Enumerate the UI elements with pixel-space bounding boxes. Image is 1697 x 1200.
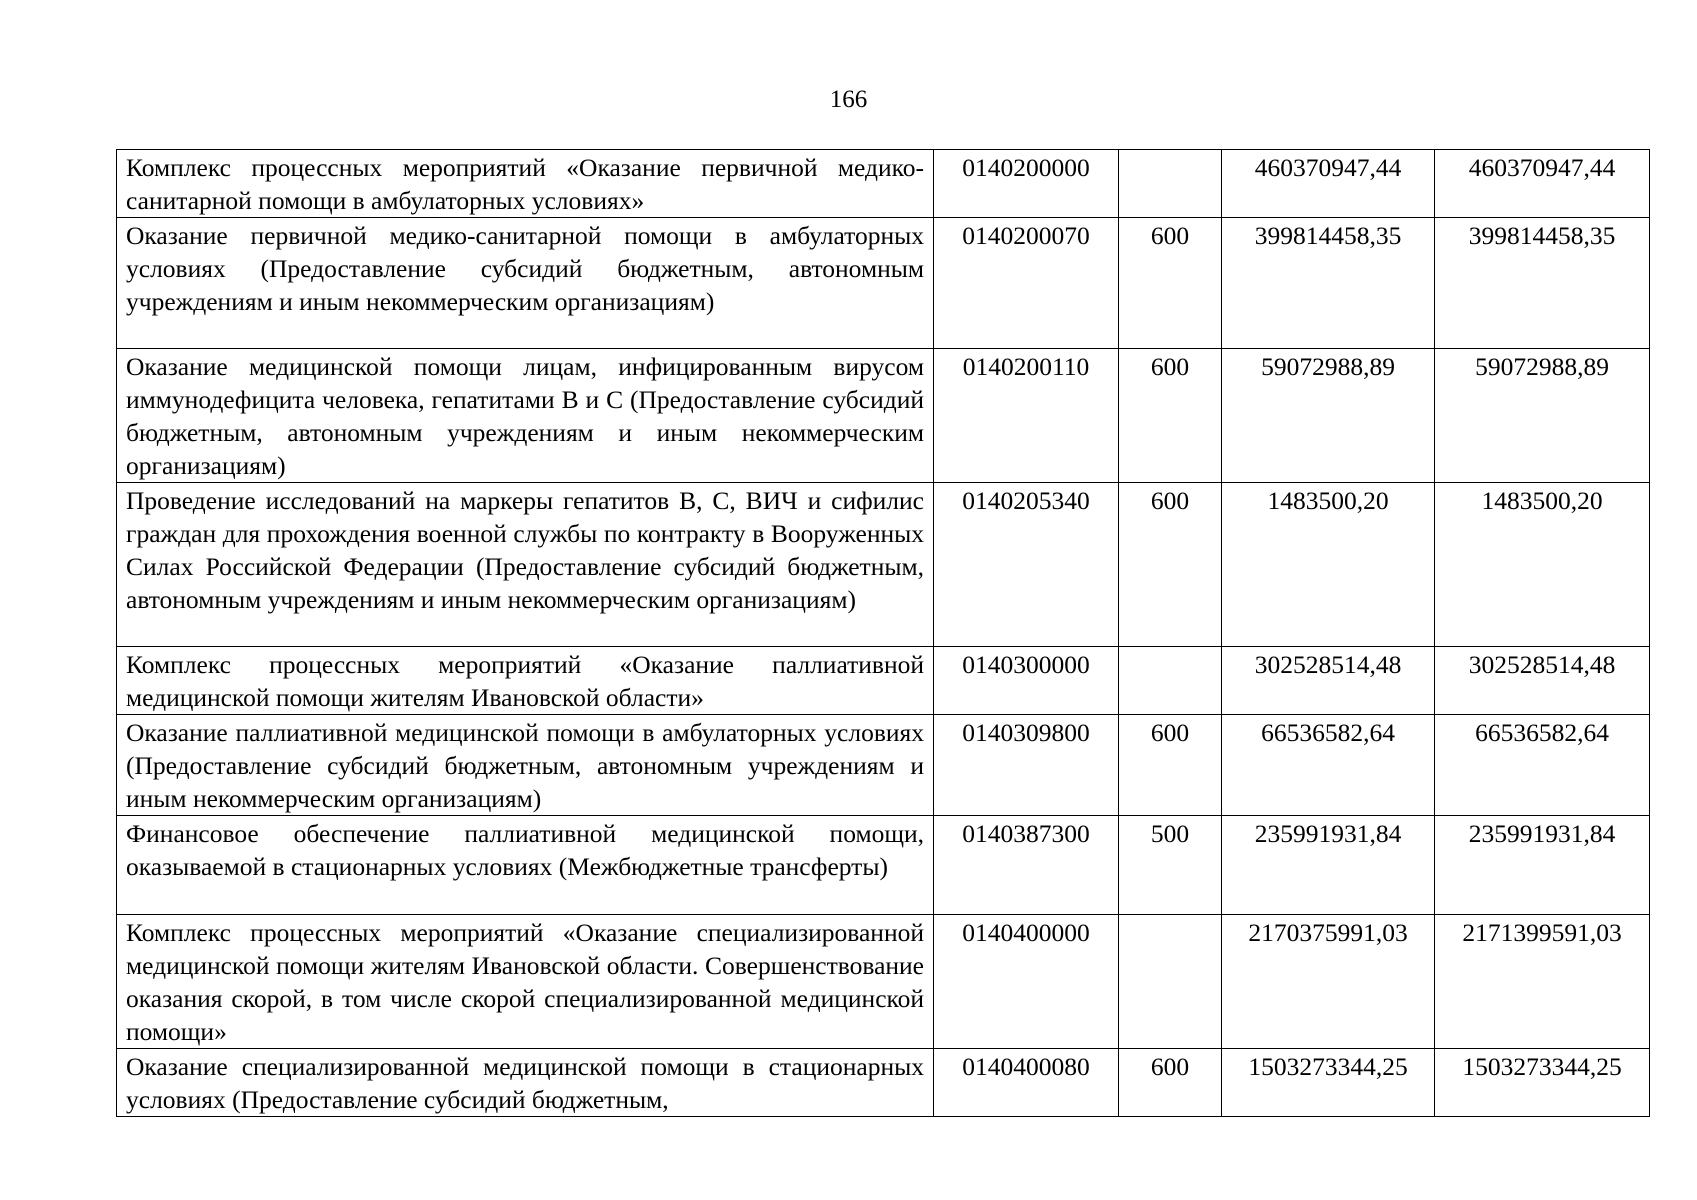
row-name: Комплекс процессных мероприятий «Оказание специализированной медицинской помощи жителям Ивановской области. Совершенствование оказания скорой, в том числе скорой специализированной медицинской помощи» (117, 915, 934, 1049)
row-expense-type (1119, 915, 1222, 1049)
row-code: 0140300000 (934, 647, 1119, 715)
row-sum-2: 2171399591,03 (1435, 915, 1650, 1049)
row-sum-1: 235991931,84 (1222, 816, 1435, 915)
row-name: Финансовое обеспечение паллиативной медицинской помощи, оказываемой в стационарных условиях (Межбюджетные трансферты) (117, 816, 934, 915)
row-sum-1: 460370947,44 (1222, 150, 1435, 218)
row-code: 0140200000 (934, 150, 1119, 218)
row-code: 0140400080 (934, 1049, 1119, 1117)
table-row (117, 915, 1650, 1049)
row-name: Оказание первичной медико-санитарной помощи в амбулаторных условиях (Предоставление субсидий бюджетным, автономным учреждениям и иным некоммерческим организациям) (117, 218, 934, 349)
row-sum-2: 399814458,35 (1435, 218, 1650, 349)
row-name: Комплекс процессных мероприятий «Оказание паллиативной медицинской помощи жителям Ивановской области» (117, 647, 934, 715)
table-row (117, 816, 1650, 915)
row-sum-1: 399814458,35 (1222, 218, 1435, 349)
row-sum-2: 235991931,84 (1435, 816, 1650, 915)
row-sum-2: 59072988,89 (1435, 349, 1650, 483)
row-code: 0140400000 (934, 915, 1119, 1049)
row-name: Оказание специализированной медицинской помощи в стационарных условиях (Предоставление субсидий бюджетным, (117, 1049, 934, 1117)
row-expense-type: 600 (1119, 218, 1222, 349)
table-row (117, 349, 1650, 483)
row-code: 0140309800 (934, 715, 1119, 816)
row-code: 0140200110 (934, 349, 1119, 483)
row-sum-2: 302528514,48 (1435, 647, 1650, 715)
page-number: 166 (829, 86, 868, 113)
table-row (117, 647, 1650, 715)
row-sum-1: 59072988,89 (1222, 349, 1435, 483)
row-expense-type (1119, 150, 1222, 218)
row-code: 0140200070 (934, 218, 1119, 349)
row-sum-1: 2170375991,03 (1222, 915, 1435, 1049)
table-row (117, 1049, 1650, 1117)
table-row (117, 218, 1650, 349)
row-sum-1: 66536582,64 (1222, 715, 1435, 816)
row-name: Оказание паллиативной медицинской помощи в амбулаторных условиях (Предоставление субсидий бюджетным, автономным учреждениям и иным некоммерческим организациям) (117, 715, 934, 816)
row-name: Комплекс процессных мероприятий «Оказание первичной медико-санитарной помощи в амбулаторных условиях» (117, 150, 934, 218)
row-code: 0140205340 (934, 483, 1119, 647)
row-name: Оказание медицинской помощи лицам, инфицированным вирусом иммунодефицита человека, гепатитами В и С (Предоставление субсидий бюджетным, автономным учреждениям и иным некоммерческим организациям) (117, 349, 934, 483)
row-expense-type: 500 (1119, 816, 1222, 915)
row-sum-1: 1503273344,25 (1222, 1049, 1435, 1117)
row-expense-type: 600 (1119, 349, 1222, 483)
row-sum-1: 302528514,48 (1222, 647, 1435, 715)
row-name: Проведение исследований на маркеры гепатитов В, С, ВИЧ и сифилис граждан для прохождения военной службы по контракту в Вооруженных Силах Российской Федерации (Предоставление субсидий бюджетным, автономным учреждениям и иным некоммерческим организациям) (117, 483, 934, 647)
table-row (117, 150, 1650, 218)
row-expense-type: 600 (1119, 1049, 1222, 1117)
row-expense-type: 600 (1119, 483, 1222, 647)
table-row (117, 483, 1650, 647)
row-sum-2: 66536582,64 (1435, 715, 1650, 816)
budget-table (116, 149, 1650, 1117)
row-code: 0140387300 (934, 816, 1119, 915)
table-row (117, 715, 1650, 816)
row-sum-2: 1483500,20 (1435, 483, 1650, 647)
row-expense-type: 600 (1119, 715, 1222, 816)
row-sum-2: 1503273344,25 (1435, 1049, 1650, 1117)
row-expense-type (1119, 647, 1222, 715)
row-sum-2: 460370947,44 (1435, 150, 1650, 218)
row-sum-1: 1483500,20 (1222, 483, 1435, 647)
